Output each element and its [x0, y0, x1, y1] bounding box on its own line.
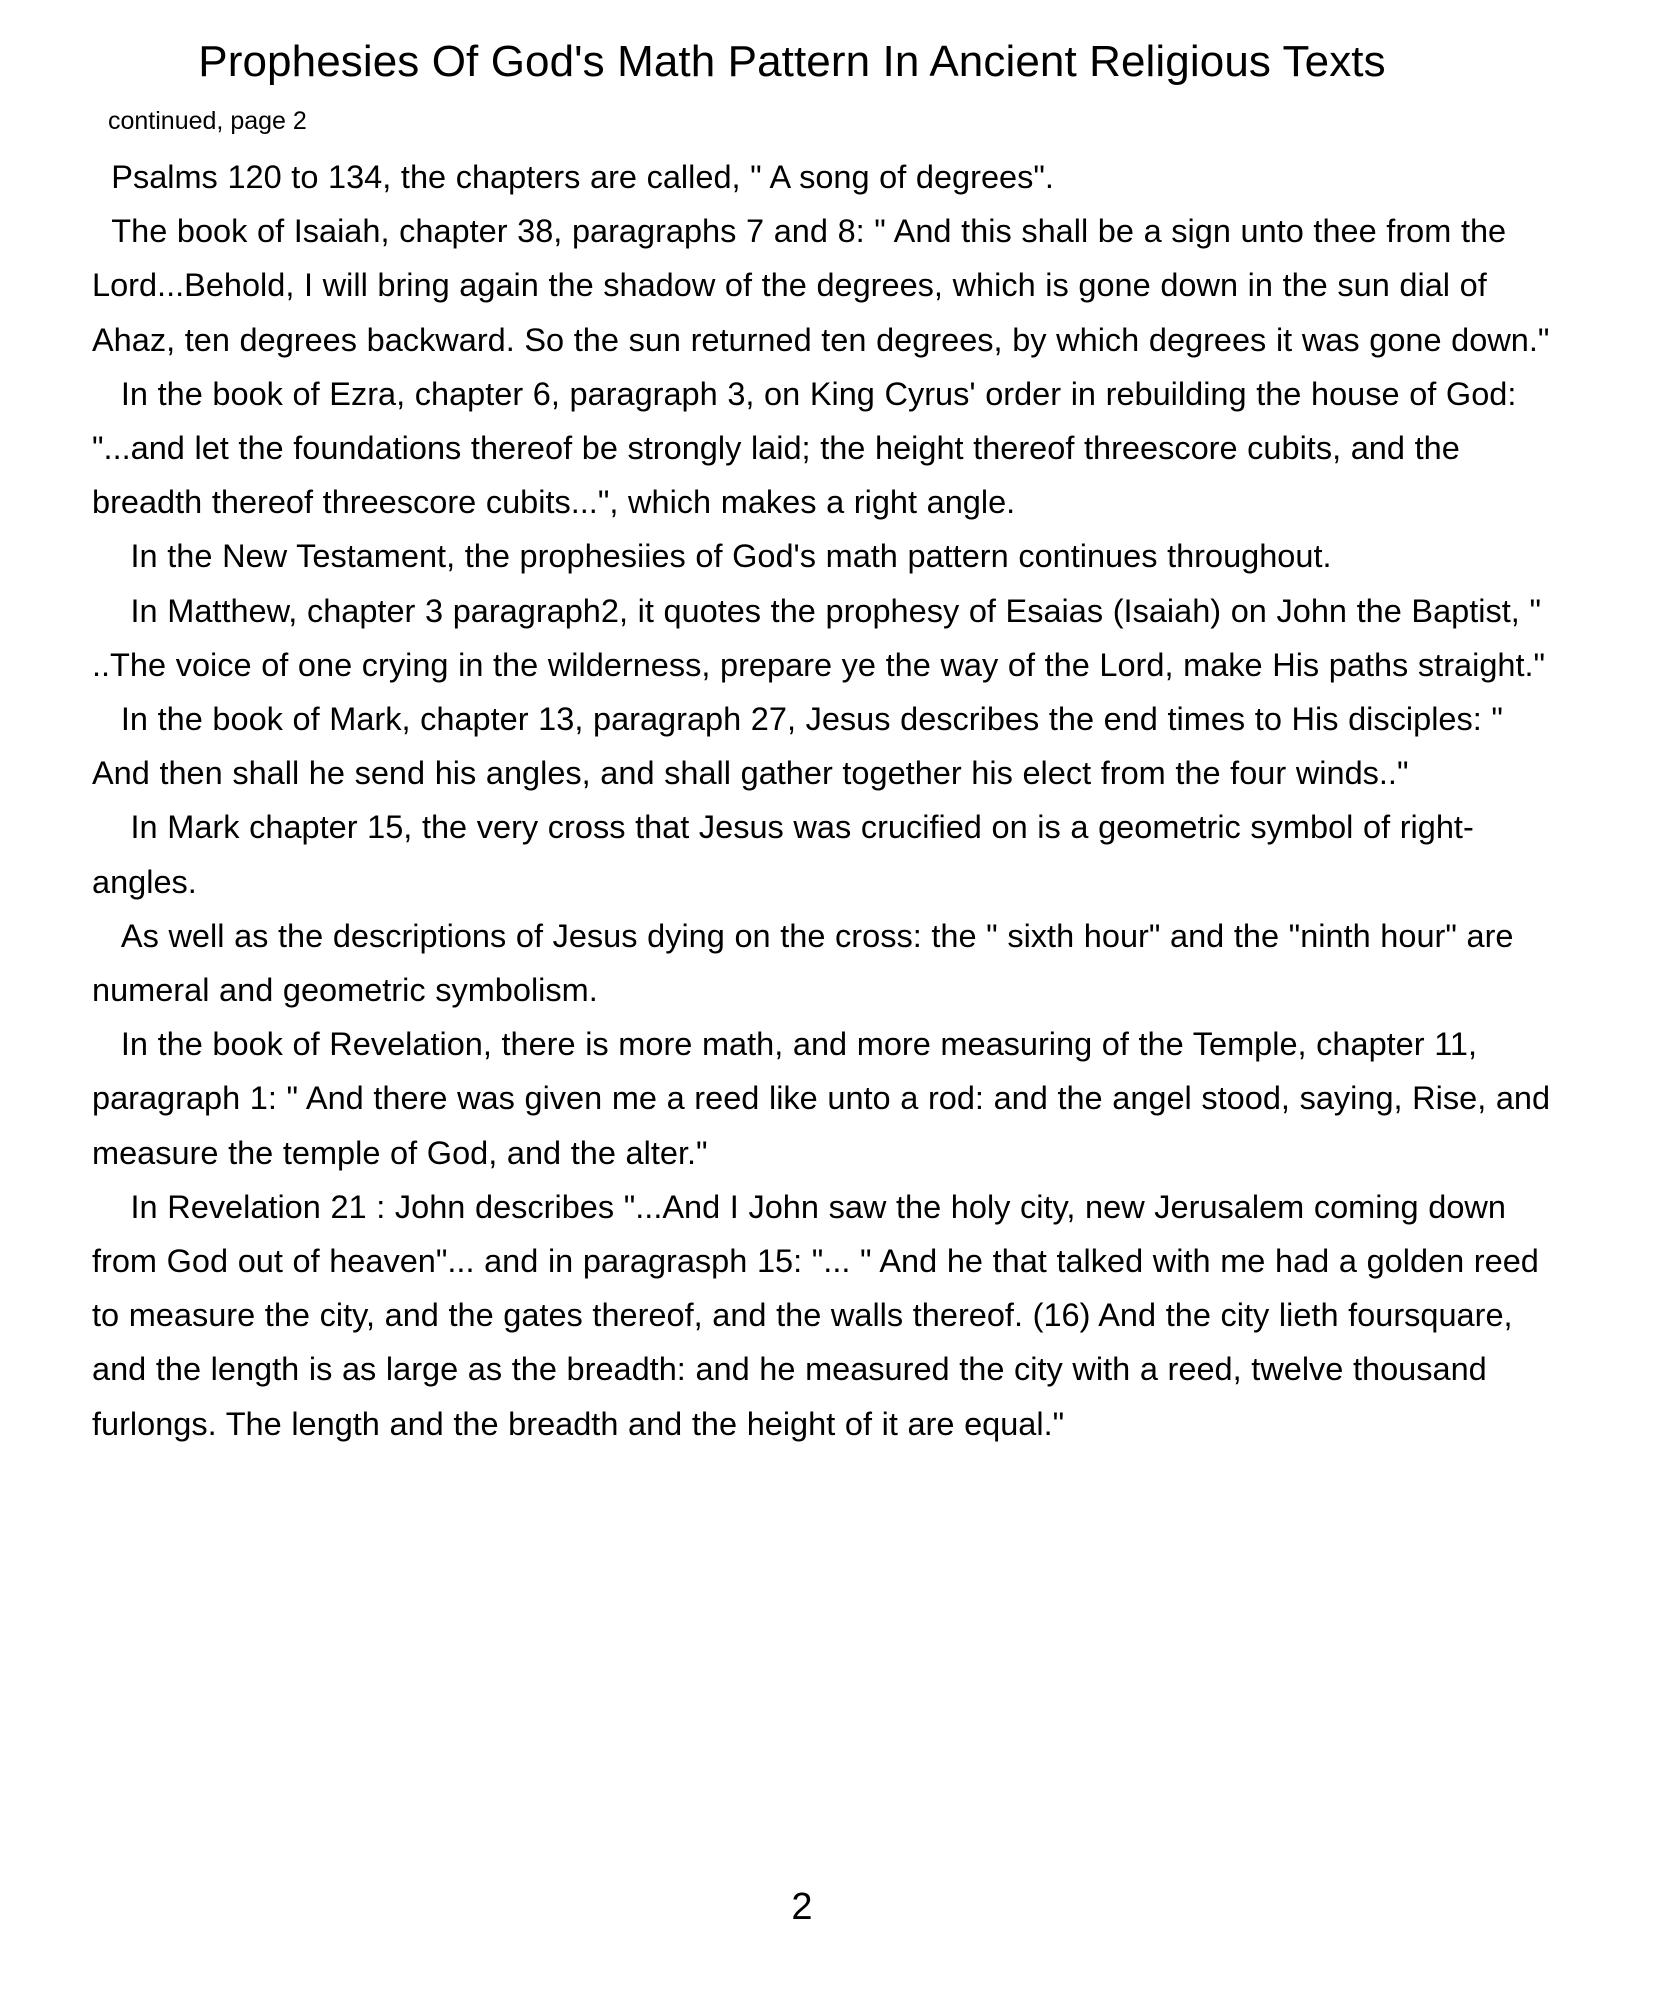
page-title: Prophesies Of God's Math Pattern In Ancient Religious Texts: [198, 37, 1386, 86]
paragraph: As well as the descriptions of Jesus dying on the cross: the " sixth hour" and the "ninth hour" are numeral and geometric symbolism.: [92, 917, 1524, 1008]
paragraph: In Revelation 21 : John describes "...And I John saw the holy city, new Jerusalem coming down from God out of heaven"... and in paragrasph 15: "... " And he that talked with me had a golden reed to measure the city, and the gates thereof, and the walls thereof. (16) And the city lieth foursquare, and the length is as large as the breadth: and he measured the city with a reed, twelve thousand furlongs. The length and the breadth and the height of it are equal.": [92, 1188, 1549, 1442]
page-subtitle: continued, page 2: [108, 107, 307, 136]
document-body: [0, 136, 1664, 1451]
page-number: 2: [791, 1886, 813, 1928]
paragraph: In the book of Ezra, chapter 6, paragraph 3, on King Cyrus' order in rebuilding the house of God: "...and let the foundations thereof be strongly laid; the height thereof threescore cubits, and the breadth thereof threescore cubits...", which makes a right angle.: [92, 375, 1527, 521]
paragraph: In the New Testament, the prophesiies of God's math pattern continues throughout.: [92, 538, 1332, 575]
paragraph: In the book of Revelation, there is more math, and more measuring of the Temple, chapter 11, paragraph 1: " And there was given me a reed like unto a rod: and the angel stood, saying, Rise, and measure the temple of God, and the alter.": [92, 1026, 1560, 1171]
paragraph: Psalms 120 to 134, the chapters are called, " A song of degrees".: [92, 158, 1054, 195]
paragraph: In Matthew, chapter 3 paragraph2, it quotes the prophesy of Esaias (Isaiah) on John the Baptist, " ..The voice of one crying in the wilderness, prepare ye the way of the Lord, make His paths straight.": [92, 592, 1551, 683]
paragraph: In the book of Mark, chapter 13, paragraph 27, Jesus describes the end times to His disciples: " And then shall he send his angles, and shall gather together his elect from the four winds..": [92, 700, 1511, 792]
paragraph: In Mark chapter 15, the very cross that Jesus was crucified on is a geometric symbol of right-angles.: [92, 809, 1474, 900]
paragraph: The book of Isaiah, chapter 38, paragraphs 7 and 8: " And this shall be a sign unto thee from the Lord...Behold, I will bring again the shadow of the degrees, which is gone down in the sun dial of Ahaz, ten degrees backward. So the sun returned ten degrees, by which degrees it was gone down.": [92, 213, 1550, 358]
